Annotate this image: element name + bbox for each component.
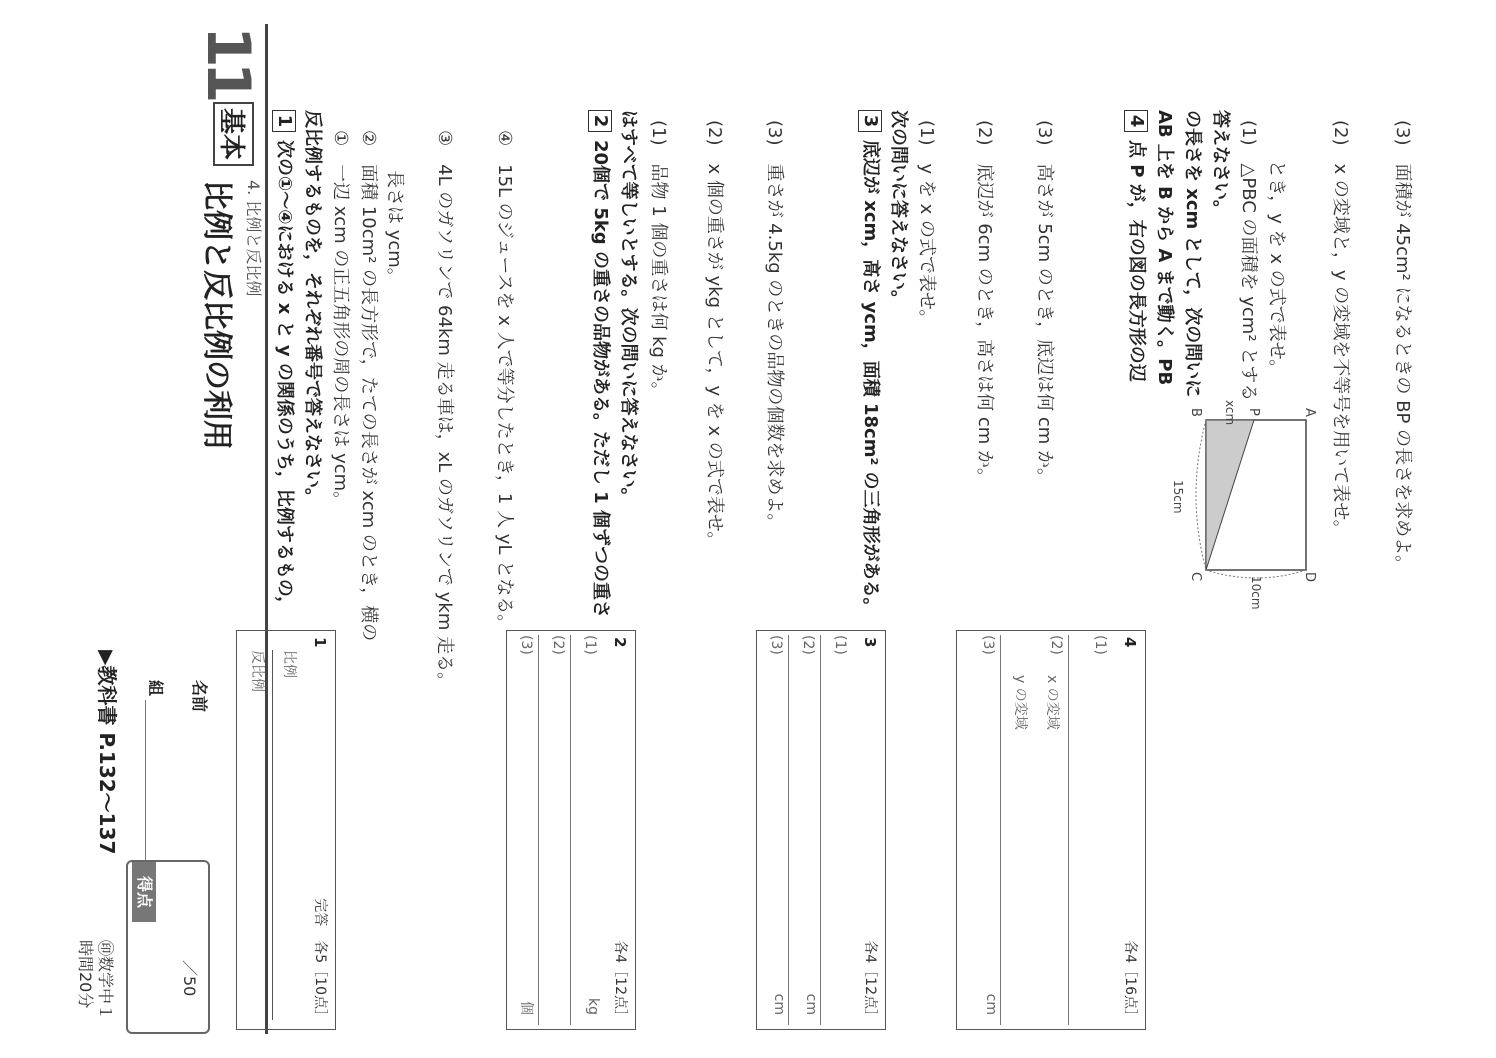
answer-3-row-2[interactable]: [788, 635, 819, 1025]
answer-2-row-3-unit: 個: [518, 1001, 534, 1015]
answer-2-row-1-label: (1): [582, 635, 598, 655]
question-1-item: ③ 4L のガソリンで 64km 走る車は，xL のガソリンで ykm 走る。: [434, 130, 455, 691]
answer-2-row-3-label: (3): [518, 635, 534, 655]
answer-3-box: [756, 630, 886, 1030]
answer-4-row-1-label: (1): [1092, 635, 1108, 655]
question-2-text-b: はすべて等しいとする。次の問いに答えなさい。: [618, 110, 639, 506]
question-3-item: (3) 高さが 5cm のとき，底辺は何 cm か。: [1034, 120, 1055, 486]
question-4-item: (1) △PBC の面積を ycm² とする: [1238, 120, 1259, 402]
question-1-item: 長さは ycm。: [384, 170, 405, 286]
question-1-item: ② 面積 10cm² の長方形で，たての長さが xcm のとき，横の: [358, 130, 379, 642]
answer-4-row-2[interactable]: [1000, 635, 1067, 1025]
score-label: 得点: [132, 862, 156, 922]
question-3-prompt: [858, 110, 882, 616]
time-limit: 時間20分: [76, 940, 95, 1009]
answer-2-row-2-label: (2): [550, 635, 566, 655]
question-4-item: (2) x の変域と，y の変域を不等号を用いて表せ。: [1330, 120, 1351, 538]
question-4-text-c: の長さを xcm として，次の問いに: [1182, 110, 1203, 398]
question-4-text-a: 点 P が，右の図の長方形の辺: [1126, 140, 1147, 382]
answer-3-row-3-unit: cm: [771, 993, 787, 1015]
score-total: ／50: [180, 960, 199, 997]
answer-3-points: 各4［12点］: [862, 940, 878, 1023]
name-label: 名前: [190, 680, 209, 713]
answer-1-inverse-label: 反比例: [249, 650, 265, 692]
answer-4-row-3-label: (3): [980, 635, 996, 655]
question-4-text-d: 答えなさい。: [1210, 110, 1231, 218]
rectangle-figure: [1126, 400, 1326, 610]
answer-3-row-1[interactable]: [820, 635, 851, 1025]
answer-2-number: 2: [611, 637, 629, 648]
question-4-text-b: AB 上を B から A まで動く。PB: [1154, 110, 1175, 386]
question-4-number: 4: [1124, 110, 1148, 132]
answer-2-row-1[interactable]: [570, 635, 601, 1025]
answer-1-proportional-field[interactable]: [272, 650, 300, 1020]
question-4-item: (3) 面積が 45cm² になるときの BP の長さを求めよ。: [1392, 120, 1413, 574]
question-1-item: ① 一辺 xcm の正五角形の周の長さは ycm。: [330, 130, 351, 510]
chapter-subtitle: 4. 比例と反比例: [244, 180, 263, 297]
answer-2-box: [506, 630, 636, 1030]
answer-4-y-range-label: y の変域: [1012, 675, 1028, 730]
question-1-text-b: 反比例するものを，それぞれ番号で答えなさい。: [302, 110, 323, 506]
answer-4-box: [956, 630, 1146, 1030]
publisher-label: ㊞数学中１: [96, 940, 115, 1021]
class-label: 組: [146, 680, 165, 697]
answer-1-points: 完答 各5［10点］: [312, 898, 328, 1023]
question-1-item: ④ 15L のジュースを x 人で等分したとき，1 人 yL となる。: [494, 130, 515, 633]
answer-3-row-3-label: (3): [768, 635, 784, 655]
unit-number: 11: [193, 26, 263, 98]
textbook-ref: ▶教科書 P.132～137: [95, 650, 119, 855]
question-3-item: (2) 底辺が 6cm のとき，高さは何 cm か。: [974, 120, 995, 486]
answer-4-x-range-label: x の変域: [1044, 675, 1060, 730]
answer-3-row-2-unit: cm: [803, 993, 819, 1015]
answer-3-number: 3: [861, 637, 879, 648]
answer-4-number: 4: [1121, 637, 1139, 648]
figure-label-a: A: [1302, 408, 1317, 417]
answer-1-inverse-field[interactable]: [240, 650, 268, 1020]
question-2-prompt: [588, 110, 612, 618]
answer-1-proportional-label: 比例: [281, 650, 297, 678]
figure-label-x: xcm: [1223, 400, 1237, 426]
question-2-text-a: 20個で 5kg の重さの品物がある。ただし 1 個ずつの重さ: [590, 140, 611, 619]
question-2-item: (2) x 個の重さが ykg として，y を x の式で表せ。: [704, 120, 725, 550]
figure-label-b: B: [1188, 408, 1203, 417]
page-title: 比例と反比例の利用: [199, 180, 234, 450]
figure-label-p: P: [1246, 408, 1261, 416]
answer-4-row-2-label: (2): [1048, 635, 1064, 655]
answer-4-points: 各4［16点］: [1122, 940, 1138, 1023]
kihon-badge: 基本: [213, 102, 254, 166]
question-4-prompt: [1124, 110, 1148, 382]
figure-label-d: D: [1302, 572, 1317, 583]
question-3-text-b: 次の問いに答えなさい。: [888, 110, 909, 308]
question-2-number: 2: [588, 110, 612, 132]
class-line: [145, 700, 146, 870]
question-1-text-a: 次の①～④における x と y の関係のうち，比例するもの，: [274, 140, 295, 615]
question-3-number: 3: [858, 110, 882, 132]
figure-label-bc: 15cm: [1171, 480, 1185, 514]
question-1-number: 1: [272, 110, 296, 132]
answer-1-number: 1: [311, 637, 329, 648]
answer-4-row-1[interactable]: [1068, 635, 1111, 1025]
question-2-item: (1) 品物 1 個の重さは何 kg か。: [648, 120, 669, 400]
answer-4-row-3-unit: cm: [983, 993, 999, 1015]
answer-3-row-2-label: (2): [800, 635, 816, 655]
question-1-prompt: [272, 110, 296, 614]
question-2-item: (3) 重さが 4.5kg のときの品物の個数を求めよ。: [764, 120, 785, 532]
answer-4-row-3[interactable]: [959, 635, 999, 1025]
figure-label-cd: 10cm: [1249, 576, 1263, 610]
question-3-item: (1) y を x の式で表せ。: [916, 120, 937, 328]
answer-2-row-3[interactable]: [507, 635, 537, 1025]
figure-label-c: C: [1188, 572, 1203, 582]
answer-3-row-1-label: (1): [832, 635, 848, 655]
answer-3-row-3[interactable]: [757, 635, 787, 1025]
answer-2-row-1-unit: kg: [585, 998, 601, 1015]
answer-2-row-2[interactable]: [538, 635, 569, 1025]
question-4-item: とき，y を x の式で表せ。: [1266, 160, 1287, 378]
question-3-text-a: 底辺が xcm，高さ ycm，面積 18cm² の三角形がある。: [860, 140, 881, 616]
answer-2-points: 各4［12点］: [612, 940, 628, 1023]
